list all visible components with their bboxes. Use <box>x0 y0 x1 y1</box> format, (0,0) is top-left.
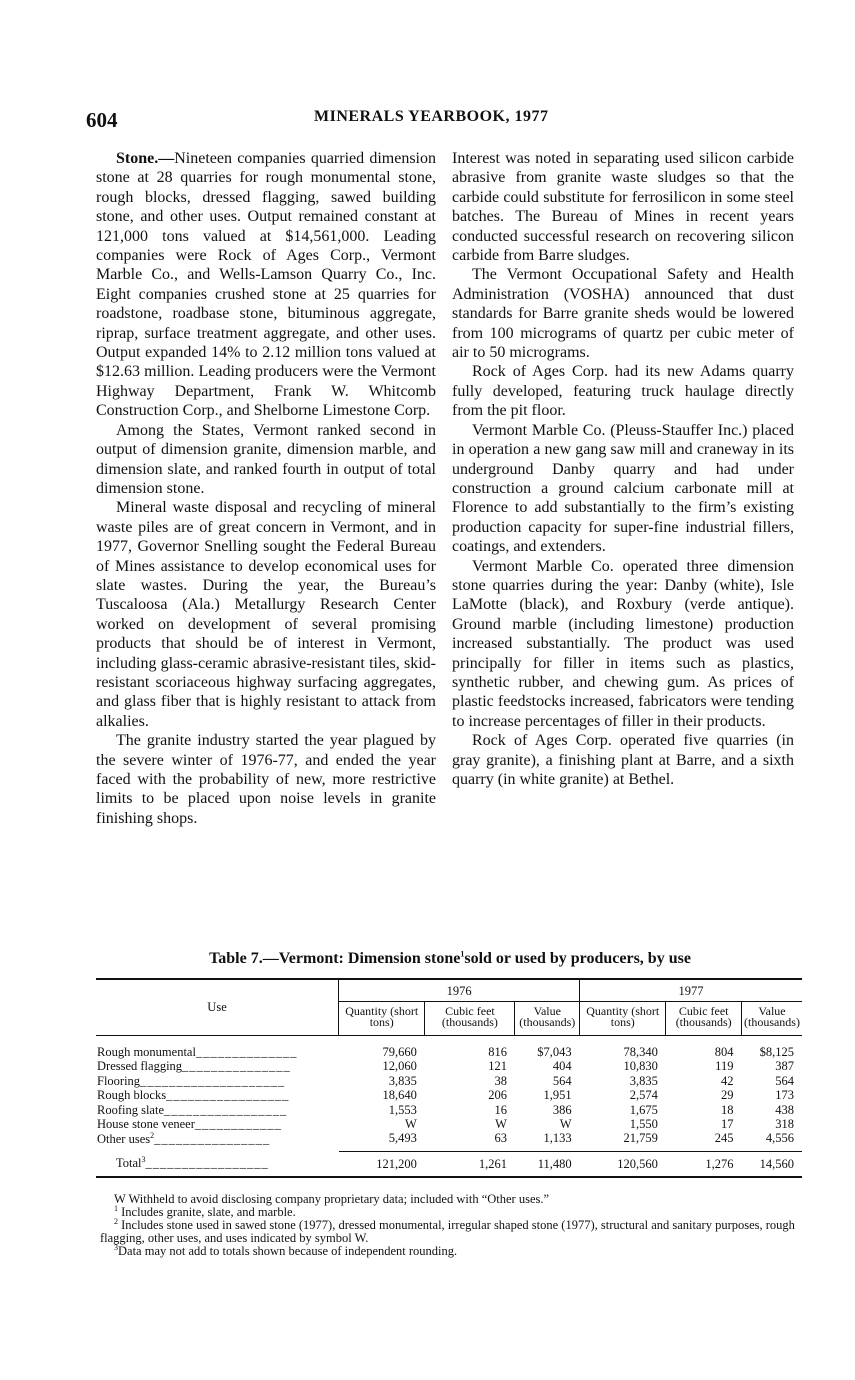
cell: 79,660 <box>382 1045 417 1059</box>
cell: $7,043 <box>537 1045 572 1059</box>
footnote-mark: 3 <box>114 1242 118 1252</box>
cell: 42 <box>720 1073 734 1088</box>
cell: 245 <box>714 1130 734 1145</box>
cell: 804 <box>714 1045 734 1059</box>
cell: 1,951 <box>543 1088 572 1102</box>
paragraph-granite: The granite industry started the year plagued by the severe winter of 1976-77, and ended the year faced with the probability of new, more restrictive limits to be placed upon noise levels in granite finishing shops. <box>96 732 436 827</box>
cell: 318 <box>775 1117 794 1131</box>
cell: 564 <box>775 1073 794 1088</box>
cell: 21,759 <box>623 1130 658 1145</box>
table-title-text: Table 7.—Vermont: Dimension stone <box>209 950 461 967</box>
cell: 17 <box>720 1117 734 1131</box>
footnote-3 <box>100 1242 804 1258</box>
cell: 404 <box>552 1059 572 1073</box>
running-head: MINERALS YEARBOOK, 1977 <box>314 108 549 125</box>
quantity-1977-header: Quantity (short tons) <box>580 1001 666 1035</box>
cell: 38 <box>494 1073 507 1088</box>
cell: 4,556 <box>765 1130 794 1145</box>
cell: 1,133 <box>543 1130 572 1145</box>
cell: 11,480 <box>515 1151 580 1177</box>
paragraph-marble-quarries: Vermont Marble Co. operated three dimension stone quarries during the year: Danby (white), Isle LaMotte (black), and Roxbury (verde antique). Ground marble (including limestone) production increased substantially. The product was used principally for filler in items such as plastics, synthetic rubber, and chewing gum. As prices of plastic feedstocks increased, fabricators were tending to increase percentages of filler in their products. <box>452 557 794 730</box>
row-footnote: 2 <box>150 1131 155 1140</box>
footnote-text: Includes stone used in sawed stone (1977), dressed monumental, irregular shaped stone (1977), structural and sanitary purposes, rough flagging, other uses, and uses indicated by symbol W. <box>100 1218 795 1245</box>
paragraph-text: Nineteen companies quarried dimension stone at 28 quarries for rough monumental stone, rough blocks, dressed flagging, sawed building stone, and other uses. Output remained constant at 121,000 tons valued at $14,561,000. Leading companies were Rock of Ages Corp., Vermont Marble Co., and Wells-Lamson Quarry Co., Inc. Eight companies crushed stone at 25 quarries for roadstone, roadbase stone, bituminous aggregate, riprap, surface treatment aggregate, and other uses. Output expanded 14% to 2.12 million tons valued at $12.63 million. Leading producers were the Vermont Highway Department, Frank W. Whitcomb Construction Corp., and Shelborne Limestone Corp. <box>96 150 436 420</box>
cell: 63 <box>494 1130 507 1145</box>
quantity-1976-header: Quantity (short tons) <box>339 1001 425 1035</box>
cubic-feet-1976-header: Cubic feet (thousands) <box>425 1001 515 1035</box>
paragraph-marble-mill: Vermont Marble Co. (Pleuss-Stauffer Inc.) placed in operation a new gang saw mill and craneway in its underground Danby quarry and had under construction a ground calcium carbonate mill at Florence to add substantially to the firm’s existing production capacity for super-fine industrial fillers, coatings, and extenders. <box>452 421 794 556</box>
paragraph-stone <box>96 149 436 421</box>
value-1976-header: Value (thousands) <box>515 1001 580 1035</box>
leader-dots: _________________ <box>166 1088 290 1102</box>
cell: 1,675 <box>629 1102 658 1117</box>
table-row <box>96 1088 802 1103</box>
cell: 3,835 <box>388 1073 417 1088</box>
cubic-feet-1977-header: Cubic feet (thousands) <box>666 1001 742 1035</box>
year-1976-header: 1976 <box>339 979 580 1001</box>
cell: 121 <box>488 1059 507 1073</box>
row-label: Flooring <box>97 1073 141 1088</box>
cell: 3,835 <box>629 1073 658 1088</box>
leader-dots: _______________ <box>182 1059 291 1073</box>
row-label: Total <box>116 1156 142 1171</box>
row-footnote: 3 <box>141 1155 146 1165</box>
year-1977-header: 1977 <box>580 979 802 1001</box>
leader-dots: ____________ <box>194 1117 282 1131</box>
footnote-w: W Withheld to avoid disclosing company proprietary data; included with “Other uses.” <box>114 1192 550 1206</box>
cell: 1,261 <box>425 1151 515 1177</box>
cell: W <box>495 1117 507 1131</box>
cell: W <box>559 1117 572 1131</box>
table-footnotes <box>100 1193 804 1258</box>
table-row <box>96 1132 802 1152</box>
paragraph-waste: Mineral waste disposal and recycling of mineral waste piles are of great concern in Vermont, and in 1977, Governor Snelling sought the Federal Bureau of Mines assistance to develop economical uses for slate wastes. During the year, the Bureau’s Tuscaloosa (Ala.) Metallurgy Research Center worked on development of several promising products that should be of interest in Vermont, including glass-ceramic abrasive-resistant tiles, skid-resistant scoriaceous highway surfacing aggregates, and glass fiber that is highly resistant to attack from alkalies. <box>96 499 436 730</box>
row-label: Rough blocks <box>97 1088 167 1102</box>
cell: 18,640 <box>382 1088 417 1102</box>
leader-dots: ____________________ <box>140 1073 286 1088</box>
table-title-footnote: 1 <box>460 949 465 959</box>
leader-dots: _________________ <box>164 1102 288 1117</box>
page-number: 604 <box>86 108 118 132</box>
table-title-text-end: sold or used by producers, by use <box>464 950 691 967</box>
cell: 120,560 <box>580 1151 666 1177</box>
cell: W <box>405 1117 417 1131</box>
footnote-2 <box>100 1216 804 1245</box>
table-row <box>96 1059 802 1074</box>
cell: 14,560 <box>741 1151 802 1177</box>
use-header: Use <box>207 1000 227 1014</box>
cell: 5,493 <box>388 1130 417 1145</box>
total-row <box>96 1151 802 1177</box>
cell: 564 <box>552 1073 572 1088</box>
table-row <box>96 1035 802 1059</box>
paragraph-adams-quarry: Rock of Ages Corp. had its new Adams quarry fully developed, featuring truck haulage directly from the pit floor. <box>452 363 794 420</box>
paragraph-vosha: The Vermont Occupational Safety and Health Administration (VOSHA) announced that dust standards for Barre granite sheds would be lowered from 100 micrograms of quartz per cubic meter of air to 50 micrograms. <box>452 266 794 362</box>
value-1977-header: Value (thousands) <box>741 1001 802 1035</box>
cell: 121,200 <box>339 1151 425 1177</box>
paragraph-rock-of-ages: Rock of Ages Corp. operated five quarries (in gray granite), a finishing plant at Barre, and a sixth quarry (in white granite) at Bethel. <box>452 732 794 788</box>
cell: 438 <box>775 1102 794 1117</box>
row-label: Other uses <box>97 1131 151 1146</box>
row-label: Dressed flagging <box>97 1059 183 1073</box>
cell: 1,276 <box>666 1151 742 1177</box>
cell: 816 <box>488 1045 507 1059</box>
cell: 386 <box>552 1102 572 1117</box>
table-title <box>100 950 800 968</box>
table-body <box>96 1035 802 1177</box>
cell: 18 <box>720 1102 734 1117</box>
table-row <box>96 1103 802 1118</box>
cell: 173 <box>775 1088 794 1102</box>
footnote-text: Includes granite, slate, and marble. <box>121 1205 296 1219</box>
row-label: Rough monumental <box>97 1044 196 1059</box>
footnote-mark: 2 <box>114 1216 118 1226</box>
paragraph-silicon-carbide: Interest was noted in separating used silicon carbide abrasive from granite waste sludges so that the carbide could substitute for ferrosilicon in some steel batches. The Bureau of Mines in recent years conducted successful research on recovering silicon carbide from Barre sludges. <box>452 150 794 265</box>
cell: 387 <box>775 1059 794 1073</box>
cell: $8,125 <box>759 1045 794 1059</box>
dimension-stone-table <box>96 978 802 1178</box>
cell: 10,830 <box>623 1059 658 1073</box>
cell: 16 <box>494 1102 507 1117</box>
footnote-text: Data may not add to totals shown because of independent rounding. <box>118 1244 458 1258</box>
cell: 2,574 <box>629 1088 658 1102</box>
section-lead: Stone.— <box>116 150 175 167</box>
cell: 78,340 <box>623 1045 658 1059</box>
cell: 1,553 <box>388 1102 417 1117</box>
left-column <box>96 149 436 828</box>
row-label: House stone veneer <box>97 1117 195 1131</box>
cell: 119 <box>715 1059 734 1073</box>
row-label: Roofing slate <box>97 1102 165 1117</box>
table-row <box>96 1117 802 1132</box>
paragraph-rank: Among the States, Vermont ranked second in output of dimension granite, dimension marble, and dimension slate, and ranked fourth in output of total dimension stone. <box>96 421 436 497</box>
cell: 12,060 <box>382 1059 417 1073</box>
leader-dots: _________________ <box>145 1156 269 1171</box>
leader-dots: ______________ <box>195 1044 298 1059</box>
leader-dots: ________________ <box>154 1131 271 1146</box>
cell: 29 <box>720 1088 734 1102</box>
right-column <box>452 149 794 789</box>
cell: 1,550 <box>629 1117 658 1131</box>
footnote-mark: 1 <box>114 1203 118 1213</box>
table-row <box>96 1074 802 1089</box>
cell: 206 <box>488 1088 507 1102</box>
